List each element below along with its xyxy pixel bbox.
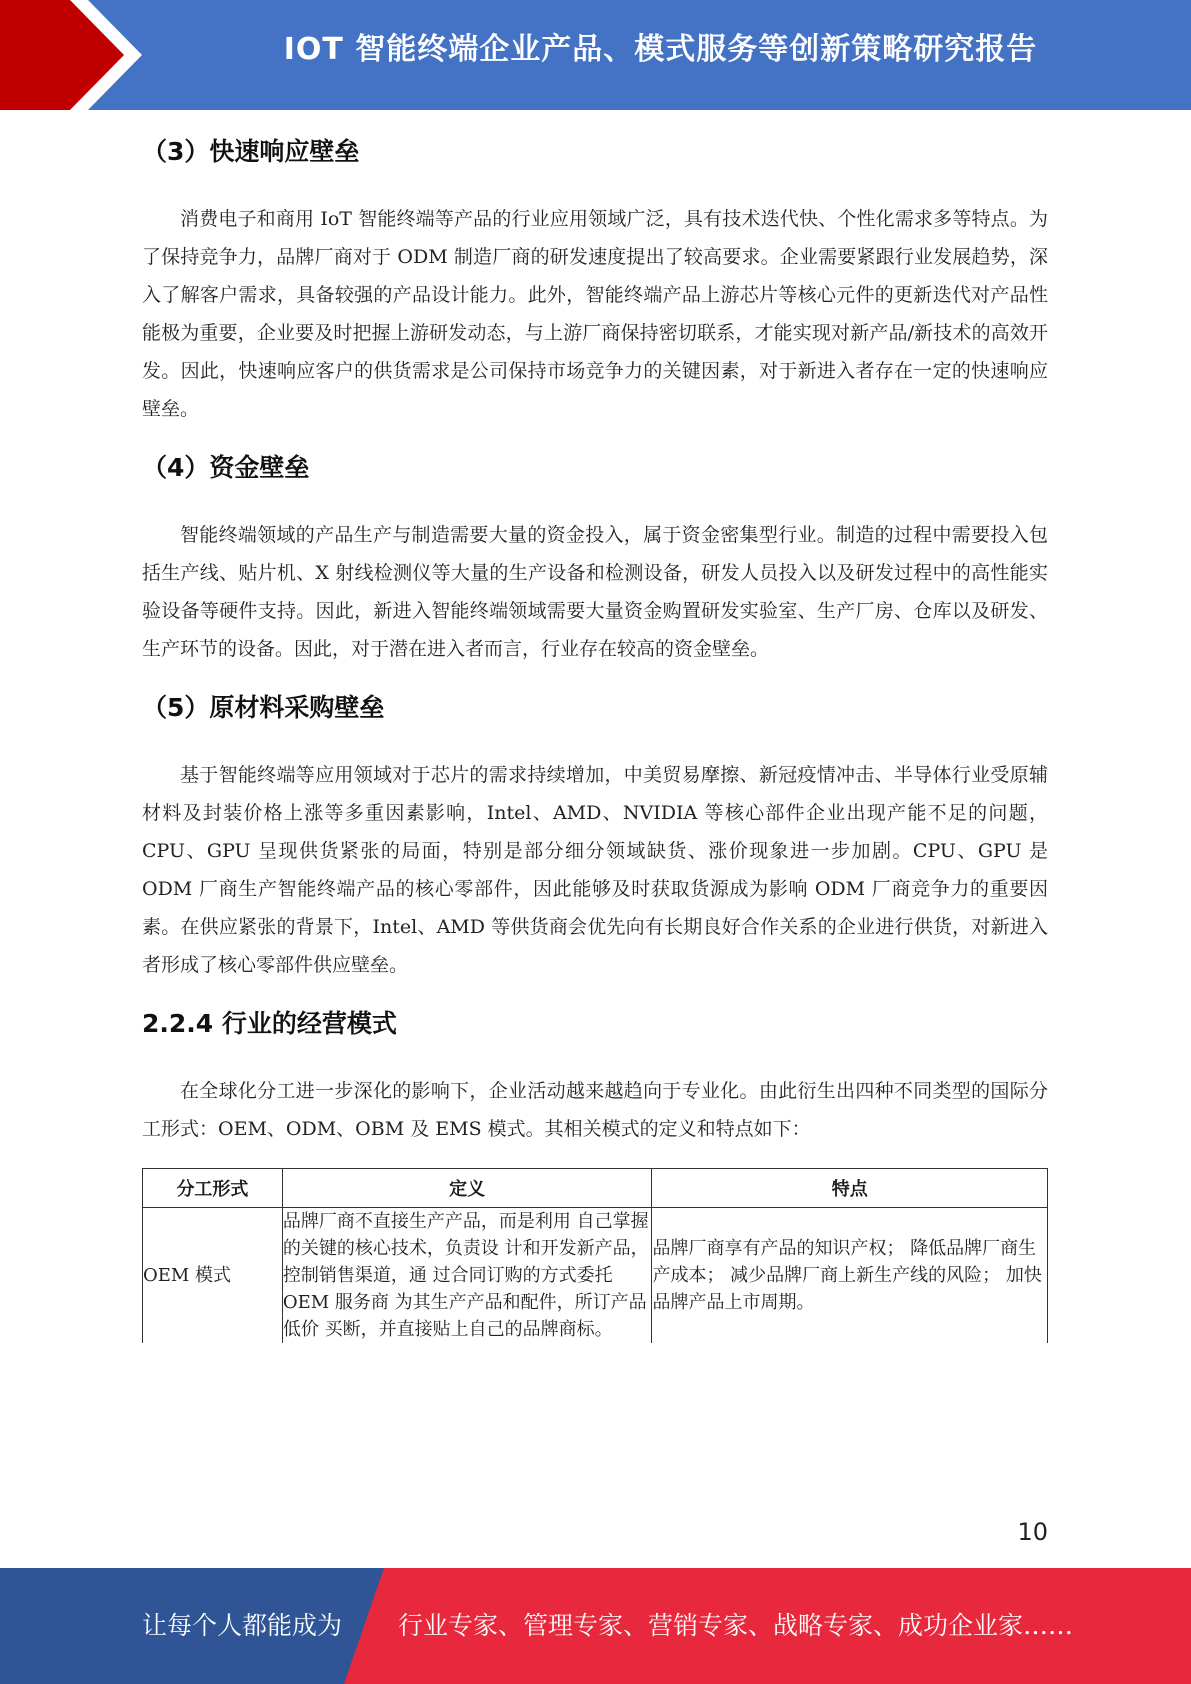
table-cell-features: 品牌厂商享有产品的知识产权； 降低品牌厂商生产成本； 减少品牌厂商上新生产线的风险； 加快品牌产品上市周期。 [652, 1208, 1048, 1344]
paragraph-quick-response: 消费电子和商用 IoT 智能终端等产品的行业应用领域广泛，具有技术迭代快、个性化需求多等特点。为了保持竞争力，品牌厂商对于 ODM 制造厂商的研发速度提出了较高要求。企业需要紧跟行业发展趋势，深入了解客户需求，具备较强的产品设计能力。此外，智能终端产品上游芯片等核心元件的更新迭代对产品性能极为重要，企业要及时把握上游研发动态，与上游厂商保持密切联系，才能实现对新产品/新技术的高效开发。因此，快速响应客户的供货需求是公司保持市场竞争力的关键因素，对于新进入者存在一定的快速响应壁垒。 [142, 208, 1048, 420]
table-cell-definition: 品牌厂商不直接生产产品，而是利用 自己掌握的关键的核心技术，负责设 计和开发新产品，控制销售渠道，通 过合同订购的方式委托 OEM 服务商 为其生产产品和配件，所订产品低价 买断，并直接贴上自己的品牌商标。 [282, 1208, 652, 1344]
division-modes-table [142, 1168, 1048, 1343]
section-heading-business-model: 2.2.4 行业的经营模式 [142, 1009, 397, 1038]
table-row [143, 1208, 1048, 1344]
main-content [142, 118, 1048, 1343]
report-title: IOT 智能终端企业产品、模式服务等创新策略研究报告 [283, 32, 1038, 67]
table-cell-form: OEM 模式 [143, 1208, 283, 1344]
page-header [0, 0, 1191, 110]
footer-slogan-right: 行业专家、管理专家、营销专家、战略专家、成功企业家…… [398, 1611, 1074, 1640]
paragraph-capital: 智能终端领域的产品生产与制造需要大量的资金投入，属于资金密集型行业。制造的过程中需要投入包括生产线、贴片机、X 射线检测仪等大量的生产设备和检测设备，研发人员投入以及研发过程中的高性能实验设备等硬件支持。因此，新进入智能终端领域需要大量资金购置研发实验室、生产厂房、仓库以及研发、生产环节的设备。因此，对于潜在进入者而言，行业存在较高的资金壁垒。 [142, 524, 1048, 660]
section-heading-quick-response: （3）快速响应壁垒 [142, 137, 360, 166]
table-header-definition: 定义 [282, 1169, 652, 1208]
page-footer [0, 1568, 1191, 1684]
footer-slogan-left: 让每个人都能成为 [142, 1611, 343, 1640]
paragraph-raw-materials: 基于智能终端等应用领域对于芯片的需求持续增加，中美贸易摩擦、新冠疫情冲击、半导体行业受原辅材料及封装价格上涨等多重因素影响，Intel、AMD、NVIDIA 等核心部件企业出现产能不足的问题，CPU、GPU 呈现供货紧张的局面，特别是部分细分领域缺货、涨价现象进一步加剧。CPU、GPU 是 ODM 厂商生产智能终端产品的核心零部件，因此能够及时获取货源成为影响 ODM 厂商竞争力的重要因素。在供应紧张的背景下，Intel、AMD 等供货商会优先向有长期良好合作关系的企业进行供货，对新进入者形成了核心零部件供应壁垒。 [142, 764, 1048, 976]
header-chevron-decoration [0, 0, 160, 110]
table-header-row [143, 1169, 1048, 1208]
paragraph-business-model: 在全球化分工进一步深化的影响下，企业活动越来越趋向于专业化。由此衍生出四种不同类型的国际分工形式：OEM、ODM、OBM 及 EMS 模式。其相关模式的定义和特点如下： [142, 1080, 1048, 1140]
page-number: 10 [1017, 1518, 1048, 1546]
table-header-features: 特点 [652, 1169, 1048, 1208]
section-heading-raw-materials: （5）原材料采购壁垒 [142, 693, 385, 722]
section-heading-capital: （4）资金壁垒 [142, 453, 310, 482]
table-header-form: 分工形式 [143, 1169, 283, 1208]
